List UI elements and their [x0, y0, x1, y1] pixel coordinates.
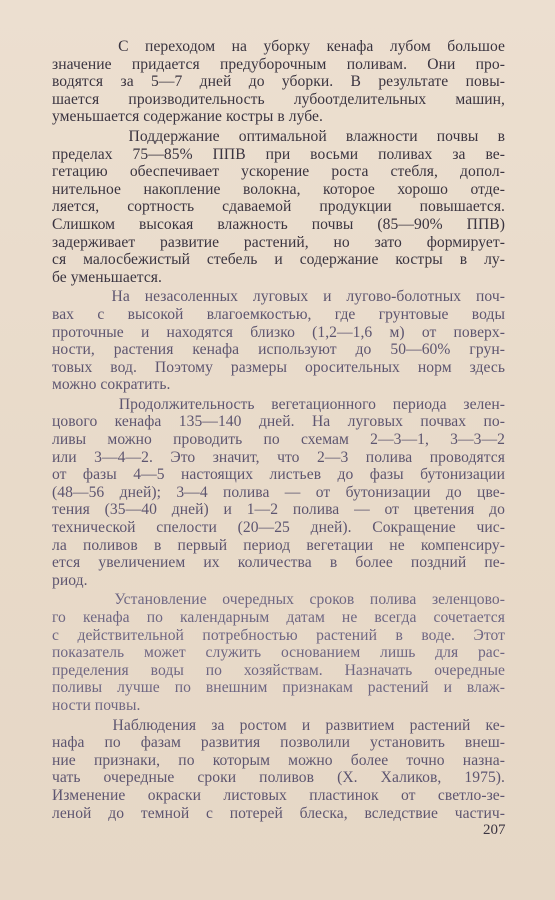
paragraph-5	[52, 591, 505, 714]
text-line: Изменение окраски листовых пластинок от светло-зе-	[52, 786, 505, 804]
text-line: чать очередные сроки поливов (Х. Халиков, 1975).	[52, 769, 505, 787]
text-line: задерживает развитие растений, но зато формирует-	[52, 233, 505, 251]
text-line: Продолжительность вегетационного периода зелен-	[52, 395, 505, 413]
text-line: ся малосбежистый стебель и содержание костры в лу-	[52, 251, 505, 269]
text-line: проточные и находятся близко (1,2—1,6 м) от поверх-	[52, 323, 505, 341]
text-line: от фазы 4—5 настоящих листьев до фазы бутонизации	[52, 466, 505, 484]
text-line: риод.	[52, 571, 88, 589]
text-line: ется увеличением их количества в более поздний пе-	[52, 554, 505, 572]
text-line: леной до темной с потерей блеска, вследствие частич-	[52, 804, 505, 822]
text-line: можно сократить.	[52, 376, 171, 394]
text-line: ности, растения кенафа используют до 50—60% грун-	[52, 341, 505, 359]
text-line: Установление очередных сроков полива зеленцово-	[52, 591, 505, 609]
text-line: или 3—4—2. Это значит, что 2—3 полива проводятся	[52, 448, 505, 466]
text-line: уменьшается содержание костры в лубе.	[52, 108, 323, 126]
paragraph-3	[52, 288, 505, 394]
text-line: го кенафа по календарным датам не всегда сочетается	[52, 609, 505, 626]
text-line: бе уменьшается.	[52, 268, 162, 286]
paragraph-6	[52, 717, 505, 823]
text-line: С переходом на уборку кенафа лубом большое	[52, 38, 505, 55]
text-line: товых вод. Поэтому размеры оросительных норм здесь	[52, 358, 505, 376]
text-line: гетацию обеспечивает ускорение роста стебля, допол-	[52, 163, 505, 181]
text-line: ности почвы.	[52, 696, 141, 714]
paragraph-4	[52, 396, 505, 590]
text-line: Наблюдения за ростом и развитием растений ке-	[52, 716, 505, 734]
paragraph-1	[52, 38, 505, 126]
text-line: ливы можно проводить по схемам 2—3—1, 3—3—2	[52, 431, 505, 449]
text-line: На незасоленных луговых и лугово-болотных поч-	[52, 288, 505, 306]
text-line: (48—56 дней); 3—4 полива — от бутонизации до цве-	[52, 483, 505, 501]
text-line: тения (35—40 дней) и 1—2 полива — от цветения до	[52, 501, 505, 519]
text-line: цового кенафа 135—140 дней. На луговых почвах по-	[52, 413, 505, 431]
text-line: пределения воды по хозяйствам. Назначать очередные	[52, 661, 505, 679]
text-line: нительное накопление волокна, которое хорошо отде-	[52, 180, 505, 198]
text-line: технической спелости (20—25 дней). Сокращение чис-	[52, 519, 505, 537]
paragraph-2	[52, 128, 505, 286]
text-line: вах с высокой влагоемкостью, где грунтовые воды	[52, 305, 505, 323]
text-line: Поддержание оптимальной влажности почвы в	[52, 127, 505, 145]
text-line: нафа по фазам развития позволили установить внеш-	[52, 734, 505, 752]
page-number: 207	[483, 822, 506, 838]
text-line: пределах 75—85% ППВ при восьми поливах за ве-	[52, 145, 505, 163]
text-line: поливы лучше по внешним признакам растений и влаж-	[52, 679, 505, 697]
text-line: ла поливов в первый период вегетации не компенсиру-	[52, 536, 505, 554]
text-line: ние признаки, по которым можно более точно назна-	[52, 751, 505, 769]
text-line: с действительной потребностью растений в воде. Этот	[52, 626, 505, 644]
text-line: шается производительность лубоотделительных машин,	[52, 90, 505, 108]
text-line: водятся за 5—7 дней до уборки. В результате повы-	[52, 73, 505, 91]
text-line: Слишком высокая влажность почвы (85—90% ППВ)	[52, 215, 505, 233]
text-line: значение придается предуборочным поливам. Они про-	[52, 55, 505, 73]
text-line: ляется, сортность сдаваемой продукции повышается.	[52, 198, 505, 216]
text-line: показатель может служить основанием лишь для рас-	[52, 644, 505, 662]
